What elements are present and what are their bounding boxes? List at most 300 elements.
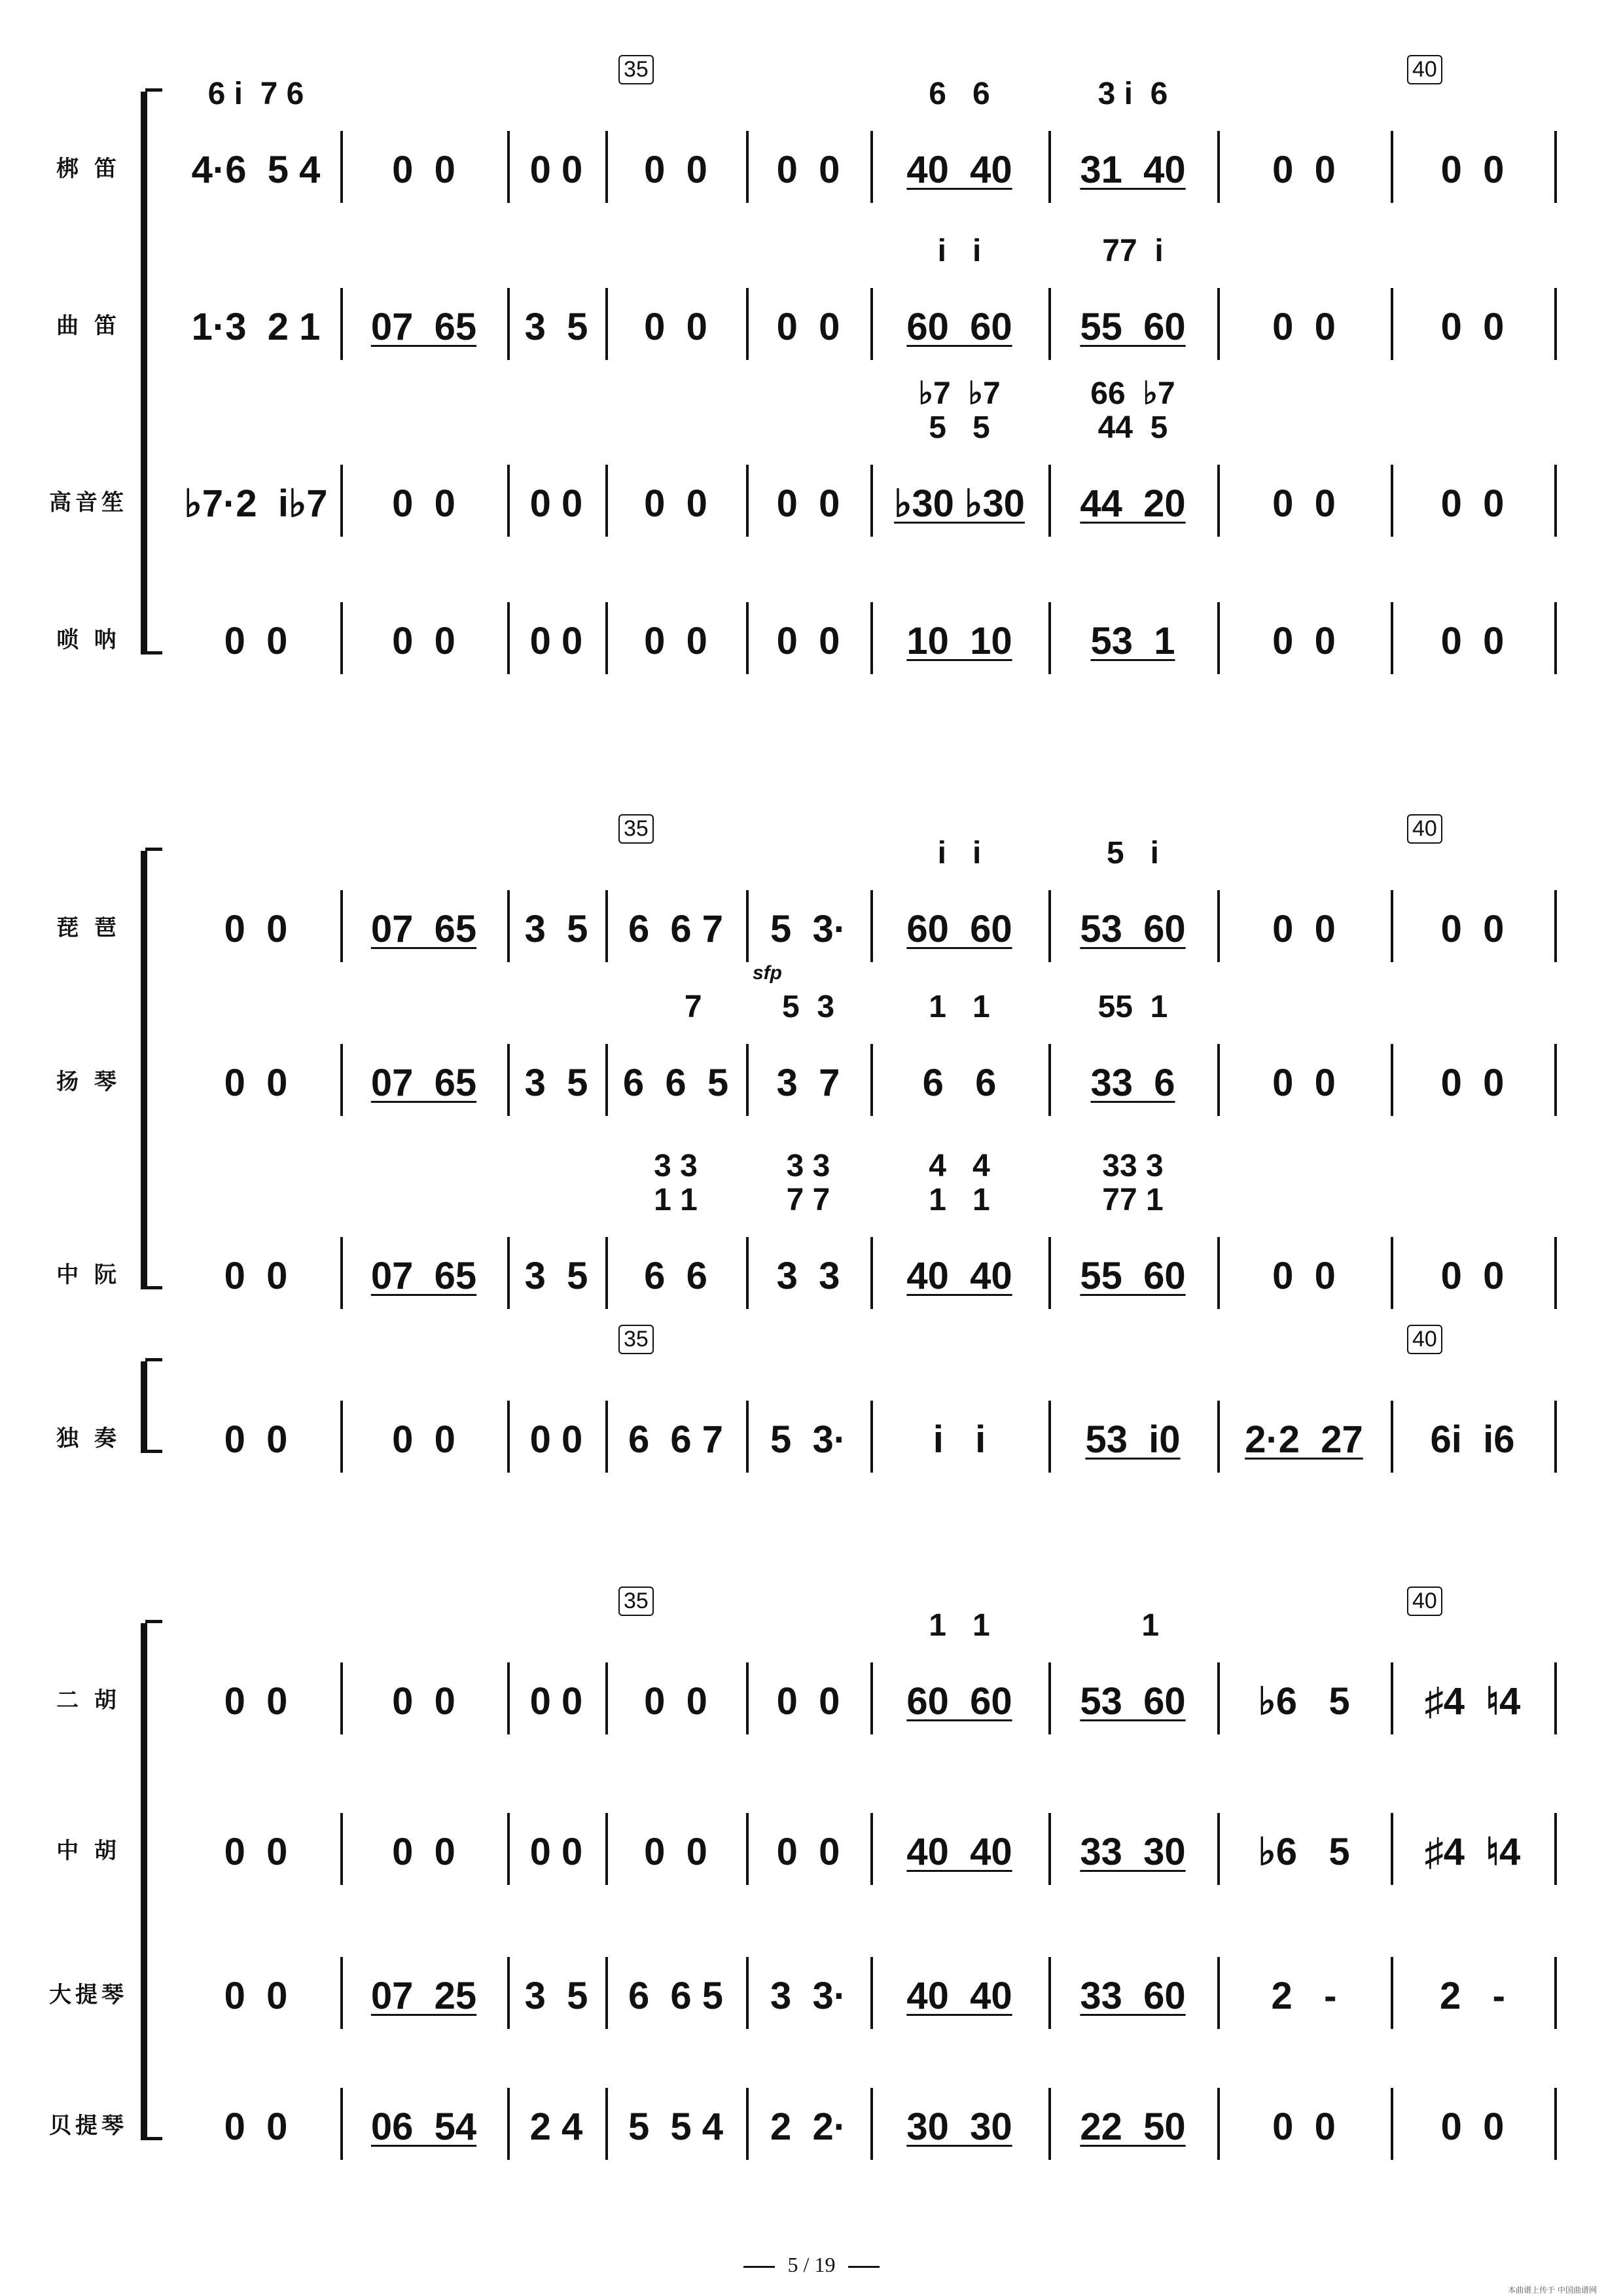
note-group: 3 5 <box>524 1255 588 1297</box>
measure <box>1054 1057 1212 1109</box>
measure <box>1222 1826 1385 1878</box>
note-group: 0 0 <box>1440 1255 1505 1297</box>
note-group: 1·3 2 1 <box>191 306 321 348</box>
bracket-top-hook <box>145 1620 162 1630</box>
measure <box>1396 1414 1549 1466</box>
barline <box>870 131 873 203</box>
note-group: 07 25 <box>370 1975 477 2017</box>
note-group: 5 5 4 <box>628 2106 724 2148</box>
note-group: 0 0 <box>776 482 840 525</box>
measure <box>1054 144 1212 196</box>
note-group: 0 0 <box>1272 1062 1336 1104</box>
note-group: 5 3· <box>770 1418 847 1461</box>
barline <box>746 1237 749 1309</box>
note-group: 3 3· <box>770 1975 847 2017</box>
barline <box>1048 465 1051 537</box>
rehearsal-mark: 40 <box>1407 1587 1442 1616</box>
instrument-label: 琵 琶 <box>56 915 120 941</box>
barline <box>746 1813 749 1885</box>
measure <box>876 2101 1043 2153</box>
barline <box>1048 602 1051 674</box>
instrument-label: 中 阮 <box>56 1262 120 1288</box>
rehearsal-mark: 40 <box>1407 814 1442 844</box>
measure <box>1054 1676 1212 1728</box>
measure <box>876 615 1043 668</box>
note-group: 55 60 <box>1080 306 1186 348</box>
measure <box>512 615 600 668</box>
note-group: 40 40 <box>906 1255 1012 1297</box>
note-group: 0 0 <box>644 1680 707 1723</box>
measure <box>611 1057 741 1109</box>
upper-voice: 5 3 <box>781 990 835 1024</box>
barline <box>1391 1237 1393 1309</box>
measure <box>751 1676 865 1728</box>
barline <box>870 1957 873 2029</box>
measure <box>751 2101 865 2153</box>
rehearsal-mark: 35 <box>618 1325 654 1354</box>
measure <box>1396 903 1549 956</box>
note-group: 6 6 7 <box>628 908 724 950</box>
measure <box>177 478 335 530</box>
note-group: 0 0 <box>224 1680 288 1723</box>
score-system <box>0 1588 1623 2148</box>
watermark-text: 本曲谱上传于 中国曲谱网 <box>1508 2286 1597 2295</box>
measure <box>751 1057 865 1109</box>
note-group: 0 0 <box>776 149 840 191</box>
barline <box>1217 1237 1220 1309</box>
measure <box>512 2101 600 2153</box>
measure <box>751 301 865 353</box>
bracket-top-hook <box>145 848 162 857</box>
note-group: 0 0 <box>529 482 583 525</box>
instrument-label: 大提琴 <box>49 1982 128 2008</box>
measure <box>751 144 865 196</box>
measure <box>1054 478 1212 530</box>
barline <box>507 288 510 360</box>
note-group: 0 0 <box>224 2106 288 2148</box>
upper-voice: 1 <box>1106 1608 1160 1643</box>
staff-row <box>0 376 1623 543</box>
measure <box>1222 1676 1385 1728</box>
measure <box>1396 144 1549 196</box>
barline <box>340 1401 343 1473</box>
instrument-label: 唢 呐 <box>56 627 120 653</box>
note-group: 53 1 <box>1090 620 1175 662</box>
note-group: 0 0 <box>644 482 707 525</box>
note-group: 4·6 5 4 <box>191 149 321 191</box>
barline <box>1554 465 1557 537</box>
measure <box>1222 478 1385 530</box>
measure <box>346 615 502 668</box>
note-group: 0 0 <box>644 306 707 348</box>
barline <box>340 1662 343 1734</box>
barline <box>1391 1662 1393 1734</box>
barline <box>1217 1401 1220 1473</box>
barline <box>746 288 749 360</box>
barline <box>1217 1662 1220 1734</box>
barline <box>746 1662 749 1734</box>
measure <box>1222 301 1385 353</box>
barline <box>507 1044 510 1116</box>
barline <box>1217 131 1220 203</box>
measure <box>346 1414 502 1466</box>
note-group: 33 30 <box>1080 1831 1186 1873</box>
measure <box>512 1970 600 2022</box>
staff-row <box>0 1800 1623 1892</box>
note-group: ♭7·2 i♭7 <box>184 482 328 525</box>
note-group: 0 0 <box>392 482 455 525</box>
measure <box>512 301 600 353</box>
measure <box>1054 1970 1212 2022</box>
barline <box>746 1401 749 1473</box>
measure <box>1054 1250 1212 1302</box>
barline <box>870 1401 873 1473</box>
barline <box>605 465 608 537</box>
note-group: 0 0 <box>1272 306 1336 348</box>
barline <box>1217 890 1220 962</box>
measure <box>1054 1826 1212 1878</box>
barline <box>746 1044 749 1116</box>
measure <box>876 478 1043 530</box>
barline <box>605 288 608 360</box>
note-group: 2·2 27 <box>1245 1418 1363 1461</box>
measure <box>1396 478 1549 530</box>
measure <box>346 478 502 530</box>
measure <box>1222 2101 1385 2153</box>
note-group: 0 0 <box>224 1418 288 1461</box>
barline <box>507 1662 510 1734</box>
measure <box>1396 2101 1549 2153</box>
measure <box>177 1057 335 1109</box>
barline <box>870 1237 873 1309</box>
barline <box>1217 1957 1220 2029</box>
upper-voice: 5 i <box>1106 836 1160 870</box>
measure <box>512 1826 600 1878</box>
measure <box>1222 615 1385 668</box>
bracket-top-hook <box>145 88 162 98</box>
note-group: 0 0 <box>529 1831 583 1873</box>
barline <box>507 131 510 203</box>
barline <box>1217 1044 1220 1116</box>
note-group: 0 0 <box>224 1975 288 2017</box>
barline <box>507 1957 510 2029</box>
barline <box>605 602 608 674</box>
note-group: 0 0 <box>529 620 583 662</box>
barline <box>507 1813 510 1885</box>
barline <box>1048 131 1051 203</box>
note-group: 60 60 <box>906 306 1012 348</box>
measure <box>611 903 741 956</box>
barline <box>870 602 873 674</box>
note-group: 0 0 <box>776 1831 840 1873</box>
note-group: 0 0 <box>1272 620 1336 662</box>
note-group: 6 6 5 <box>628 1975 724 2017</box>
instrument-label: 曲 笛 <box>56 313 120 339</box>
measure <box>876 301 1043 353</box>
note-group: 0 0 <box>1272 482 1336 525</box>
note-group: 5 3· <box>770 908 847 950</box>
rehearsal-mark: 40 <box>1407 55 1442 84</box>
barline <box>507 1401 510 1473</box>
note-group: 33 6 <box>1090 1062 1175 1104</box>
note-group: 6 6 7 <box>628 1418 724 1461</box>
staff-row <box>0 836 1623 984</box>
measure <box>512 1250 600 1302</box>
measure <box>751 903 865 956</box>
barline <box>1554 2088 1557 2160</box>
measure <box>611 1676 741 1728</box>
note-group: 07 65 <box>370 908 477 950</box>
barline <box>1048 2088 1051 2160</box>
note-group: 2 4 <box>529 2106 583 2148</box>
note-group: 0 0 <box>529 1418 583 1461</box>
measure <box>611 144 741 196</box>
barline <box>1554 131 1557 203</box>
measure <box>1222 1970 1385 2022</box>
note-group: 22 50 <box>1080 2106 1186 2148</box>
measure <box>1396 301 1549 353</box>
measure <box>346 144 502 196</box>
note-group: 31 40 <box>1080 149 1186 191</box>
barline <box>1217 2088 1220 2160</box>
barline <box>507 890 510 962</box>
barline <box>1554 1957 1557 2029</box>
measure <box>512 1057 600 1109</box>
measure <box>1222 903 1385 956</box>
note-group: 6i i6 <box>1430 1418 1515 1461</box>
barline <box>605 1044 608 1116</box>
barline <box>1391 890 1393 962</box>
upper-voice: 66 ♭7 44 5 <box>1090 376 1175 445</box>
measure <box>611 1250 741 1302</box>
measure <box>876 1057 1043 1109</box>
upper-voice: 55 1 <box>1097 990 1168 1024</box>
note-group: 0 0 <box>392 1831 455 1873</box>
measure <box>1054 903 1212 956</box>
note-group: 30 30 <box>906 2106 1012 2148</box>
barline <box>1217 602 1220 674</box>
barline <box>746 1957 749 2029</box>
rehearsal-mark: 40 <box>1407 1325 1442 1354</box>
barline <box>870 890 873 962</box>
barline <box>1391 2088 1393 2160</box>
barline <box>1048 1813 1051 1885</box>
barline <box>1217 465 1220 537</box>
note-group: 0 0 <box>392 620 455 662</box>
barline <box>340 288 343 360</box>
rehearsal-mark: 35 <box>618 814 654 844</box>
note-group: 3 3 <box>776 1255 840 1297</box>
measure <box>1054 615 1212 668</box>
note-group: 0 0 <box>1440 482 1505 525</box>
barline <box>340 131 343 203</box>
measure <box>611 1414 741 1466</box>
score-system <box>0 1327 1623 1461</box>
measure <box>876 1414 1043 1466</box>
barline <box>870 1044 873 1116</box>
barline <box>340 602 343 674</box>
barline <box>605 1957 608 2029</box>
barline <box>605 1401 608 1473</box>
measure <box>346 2101 502 2153</box>
note-group: ♯4 ♮4 <box>1424 1680 1521 1723</box>
barline <box>1554 1813 1557 1885</box>
note-group: 0 0 <box>1272 1255 1336 1297</box>
note-group: 3 5 <box>524 1062 588 1104</box>
staff-row <box>0 589 1623 681</box>
note-group: 40 40 <box>906 149 1012 191</box>
barline <box>1048 288 1051 360</box>
barline <box>1554 1237 1557 1309</box>
upper-voice: ♭7 ♭7 5 5 <box>918 376 1001 445</box>
measure <box>512 144 600 196</box>
measure <box>1054 301 1212 353</box>
note-group: 0 0 <box>224 908 288 950</box>
note-group: 0 0 <box>529 149 583 191</box>
note-group: 0 0 <box>776 306 840 348</box>
measure <box>876 1676 1043 1728</box>
measure <box>751 478 865 530</box>
barline <box>507 2088 510 2160</box>
measure <box>346 1970 502 2022</box>
note-group: 53 60 <box>1080 908 1186 950</box>
note-group: 3 5 <box>524 1975 588 2017</box>
measure <box>512 478 600 530</box>
note-group: 0 0 <box>224 620 288 662</box>
barline <box>340 1813 343 1885</box>
note-group: 0 0 <box>224 1831 288 1873</box>
note-group: 6 6 <box>922 1062 997 1104</box>
measure <box>611 2101 741 2153</box>
staff-row <box>0 2075 1623 2166</box>
note-group: 0 0 <box>1272 2106 1336 2148</box>
barline <box>1391 1813 1393 1885</box>
measure <box>876 1970 1043 2022</box>
barline <box>1391 288 1393 360</box>
note-group: 53 i0 <box>1085 1418 1181 1461</box>
barline <box>1391 465 1393 537</box>
barline <box>1048 1237 1051 1309</box>
barline <box>746 131 749 203</box>
note-group: 6 6 <box>644 1255 707 1297</box>
measure <box>611 1970 741 2022</box>
barline <box>746 890 749 962</box>
note-group: 07 65 <box>370 306 477 348</box>
barline <box>340 890 343 962</box>
dynamic-marking: sfp <box>753 962 782 984</box>
measure <box>177 144 335 196</box>
measure <box>1396 1826 1549 1878</box>
barline <box>1391 602 1393 674</box>
barline <box>507 465 510 537</box>
barline <box>1391 1957 1393 2029</box>
bracket-top-hook <box>145 1358 162 1368</box>
note-group: 0 0 <box>1440 149 1505 191</box>
measure <box>751 1414 865 1466</box>
note-group: 0 0 <box>1272 908 1336 950</box>
measure <box>876 144 1043 196</box>
upper-voice: i i <box>937 836 982 870</box>
barline <box>870 288 873 360</box>
barline <box>1554 1401 1557 1473</box>
measure <box>346 301 502 353</box>
instrument-label: 梆 笛 <box>56 156 120 182</box>
note-group: ♯4 ♮4 <box>1424 1831 1521 1873</box>
page-number-text: 5 / 19 <box>787 2253 836 2276</box>
measure <box>1054 2101 1212 2153</box>
barline <box>870 465 873 537</box>
note-group: 3 5 <box>524 306 588 348</box>
barline <box>746 602 749 674</box>
rehearsal-mark: 35 <box>618 55 654 84</box>
measure <box>876 1826 1043 1878</box>
note-group: ♭6 5 <box>1258 1831 1350 1873</box>
measure <box>876 1250 1043 1302</box>
measure <box>177 903 335 956</box>
measure <box>1396 1057 1549 1109</box>
measure <box>611 301 741 353</box>
barline <box>1391 131 1393 203</box>
measure <box>177 1826 335 1878</box>
staff-row <box>0 77 1623 209</box>
barline <box>1554 602 1557 674</box>
note-group: 55 60 <box>1080 1255 1186 1297</box>
note-group: 0 0 <box>224 1255 288 1297</box>
note-group: 0 0 <box>224 1062 288 1104</box>
note-group: 33 60 <box>1080 1975 1186 2017</box>
staff-row <box>0 1388 1623 1479</box>
note-group: 40 40 <box>906 1975 1012 2017</box>
measure <box>512 1676 600 1728</box>
measure <box>611 1826 741 1878</box>
barline <box>1217 1813 1220 1885</box>
note-group: 44 20 <box>1080 482 1186 525</box>
note-group: 0 0 <box>776 620 840 662</box>
staff-row <box>0 990 1623 1122</box>
measure <box>177 1970 335 2022</box>
measure <box>751 1826 865 1878</box>
measure <box>177 2101 335 2153</box>
barline <box>870 1813 873 1885</box>
measure <box>751 1970 865 2022</box>
barline <box>340 2088 343 2160</box>
note-group: 2 2· <box>770 2106 847 2148</box>
barline <box>1554 1044 1557 1116</box>
barline <box>1048 1401 1051 1473</box>
instrument-label: 贝提琴 <box>49 2113 128 2139</box>
instrument-label: 二 胡 <box>56 1687 120 1713</box>
barline <box>1048 890 1051 962</box>
barline <box>340 1957 343 2029</box>
upper-voice: 7 <box>649 990 702 1024</box>
note-group: 6 6 5 <box>622 1062 729 1104</box>
note-group: 0 0 <box>529 1680 583 1723</box>
measure <box>751 615 865 668</box>
upper-voice: 3 3 7 7 <box>786 1149 830 1217</box>
measure <box>1396 1970 1549 2022</box>
note-group: 0 0 <box>1440 908 1505 950</box>
note-group: 0 0 <box>1272 149 1336 191</box>
upper-voice: 77 i <box>1102 234 1164 268</box>
note-group: 2 - <box>1440 1975 1505 2017</box>
upper-voice: 4 4 1 1 <box>929 1149 990 1217</box>
barline <box>746 2088 749 2160</box>
staff-row <box>0 1944 1623 2036</box>
score-system <box>0 816 1623 1297</box>
measure <box>346 1826 502 1878</box>
measure <box>346 1250 502 1302</box>
note-group: 0 0 <box>392 1680 455 1723</box>
